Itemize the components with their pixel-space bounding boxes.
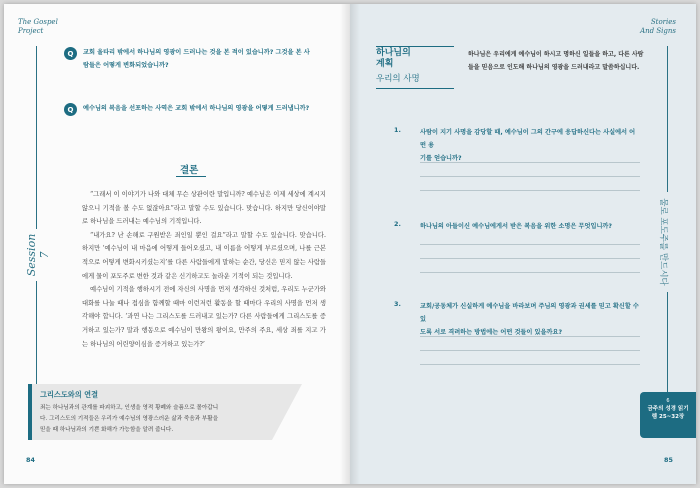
body-paragraph: “내가요? 난 손해로 구원받은 죄인일 뿐인 걸요”라고 말할 수도 있습니다. 맞습니다. 하지만 ‘예수님이 내 마음에 어떻게 들어오셨고, 내 이름을 어떻게 부르셨으며, 나를 근본적으로 어떻게 변화시키셨는지’를 다른 사람들에게 말하는 순간, 당신은 믿지 않는 사람들에게 물이 포도주로 변한 것과 같은 신기하고도 놀라운 기적이 되는 것입니다. xyxy=(82,231,326,280)
answer-line[interactable] xyxy=(420,162,640,163)
page-number: 84 xyxy=(26,456,35,464)
item-number: 3. xyxy=(394,300,401,308)
tab-number: 6 xyxy=(666,398,670,404)
item-line: 하나님의 아들이신 예수님에게서 받은 복음을 위한 소명은 무엇입니까? xyxy=(420,223,613,230)
question-line: 교회 울타리 밖에서 하나님의 영광이 드러나는 것을 본 적이 있습니까? 그것을 본 사 xyxy=(83,49,310,56)
answer-line[interactable] xyxy=(420,272,640,273)
running-head-left xyxy=(18,18,58,36)
item-line: 사람이 지기 사명을 감당할 때, 예수님이 그의 간구에 응답하신다는 사실에서 어떤 용 xyxy=(420,129,636,149)
question-line: 예수님의 복음을 선포하는 사역은 교회 밖에서 하나님의 영광을 어떻게 드러냅니까? xyxy=(83,105,310,112)
box-line: 다. 그리스도의 기적들은 우리가 예수님의 영광스러운 삶과 죽음과 부활을 xyxy=(40,416,219,422)
running-head-line: Stories xyxy=(650,18,676,26)
box-title: 그리스도와의 연결 xyxy=(40,390,99,399)
item-number: 2. xyxy=(394,220,401,228)
answer-line[interactable] xyxy=(420,350,640,351)
question-text xyxy=(83,102,309,115)
plan-subtitle: 우리의 사명 xyxy=(376,74,420,84)
question-line: 람들은 어떻게 변화되었습니까? xyxy=(83,62,169,69)
item-text xyxy=(420,220,640,233)
item-text xyxy=(420,300,640,339)
item-line: 기를 얻습니까? xyxy=(420,155,462,162)
answer-line[interactable] xyxy=(420,258,640,259)
running-head-right xyxy=(640,18,676,36)
box-line: 믿을 때 하나님과의 기쁜 화해가 가능함을 알려 줍니다. xyxy=(40,427,174,433)
question-2 xyxy=(64,102,326,116)
heading-underline xyxy=(176,176,206,177)
question-icon: Q xyxy=(64,47,77,60)
box-line: 죄는 하나님과의 관계를 파괴하고, 인생을 영적 황폐와 슬픔으로 몰아갑니 xyxy=(40,405,219,411)
reading-tab xyxy=(640,392,696,438)
plan-title xyxy=(376,48,454,70)
question-text xyxy=(83,46,310,72)
item-line: 도록 서로 격려하는 방법에는 어떤 것들이 있을까요? xyxy=(420,329,563,336)
box-text xyxy=(40,403,292,436)
answer-line[interactable] xyxy=(420,336,640,337)
plan-title-line: 하나님의 xyxy=(376,48,411,58)
running-head-line: The Gospel xyxy=(18,18,58,26)
answer-line[interactable] xyxy=(420,176,640,177)
plan-rule-top xyxy=(376,46,454,47)
body-text xyxy=(82,188,326,351)
tab-line: 금주의 성경 읽기 xyxy=(647,406,689,412)
running-head-line: And Signs xyxy=(640,27,676,35)
plan-title-line: 계획 xyxy=(376,59,394,69)
item-text xyxy=(420,126,640,165)
right-page xyxy=(350,4,696,484)
book-spread xyxy=(4,4,696,484)
conclusion-heading: 결론 xyxy=(180,165,199,176)
question-1 xyxy=(64,46,326,72)
intro-text xyxy=(468,48,654,74)
answer-line[interactable] xyxy=(420,190,640,191)
vertical-chapter-title: 물로 포도주를 만드시다 xyxy=(658,192,670,292)
running-head-line: Project xyxy=(18,27,44,35)
answer-line[interactable] xyxy=(420,244,640,245)
christ-connection-box xyxy=(28,384,272,440)
box-accent-bar xyxy=(28,384,32,440)
left-page xyxy=(4,4,350,484)
item-number: 1. xyxy=(394,126,401,134)
plan-rule-bottom xyxy=(376,88,454,89)
page-number: 85 xyxy=(664,456,673,464)
item-line: 교회/공동체가 신실하게 예수님을 바라보며 주님의 영광과 권세를 믿고 확신할 수 있 xyxy=(420,303,639,323)
session-label: Session 7 xyxy=(25,229,51,281)
body-paragraph: “그래서 이 이야기가 나와 대체 무슨 상관이란 말입니까? 예수님은 이제 세상에 계시지 않으니 기적을 볼 수도 없잖아요”라고 말할 수도 있습니다. 맞습니다. 하지만 당신이야말로 하나님을 드러내는 예수님의 기적입니다. xyxy=(82,191,326,226)
intro-line: 들을 믿음으로 인도해 하나님의 영광을 드러내라고 말씀하십니다. xyxy=(468,64,640,71)
intro-line: 하나님은 우리에게 예수님이 하시고 명하신 일들을 하고, 다른 사람 xyxy=(468,51,644,58)
tab-line: 렘 25~32장 xyxy=(651,414,685,420)
question-icon: Q xyxy=(64,103,77,116)
answer-line[interactable] xyxy=(420,364,640,365)
body-paragraph: 예수님이 기적을 행하시기 전에 자신의 사명을 먼저 생각하신 것처럼, 우리도 누군가와 대화를 나눌 때나 접심을 함께할 때마 이런저런 활동을 할 때마다 우리의 사명을 먼저 생각해야 합니다. ‘과연 나는 그리스도를 드러내고 있는가? 다른 사람들에게 그리스도를 증거하고 있는가? 말과 행동으로 예수님이 만왕의 왕이요, 만주의 주요, 세상 죄를 지고 가는 하나님의 어린양이심을 증거하고 있는가?’ xyxy=(82,286,326,348)
